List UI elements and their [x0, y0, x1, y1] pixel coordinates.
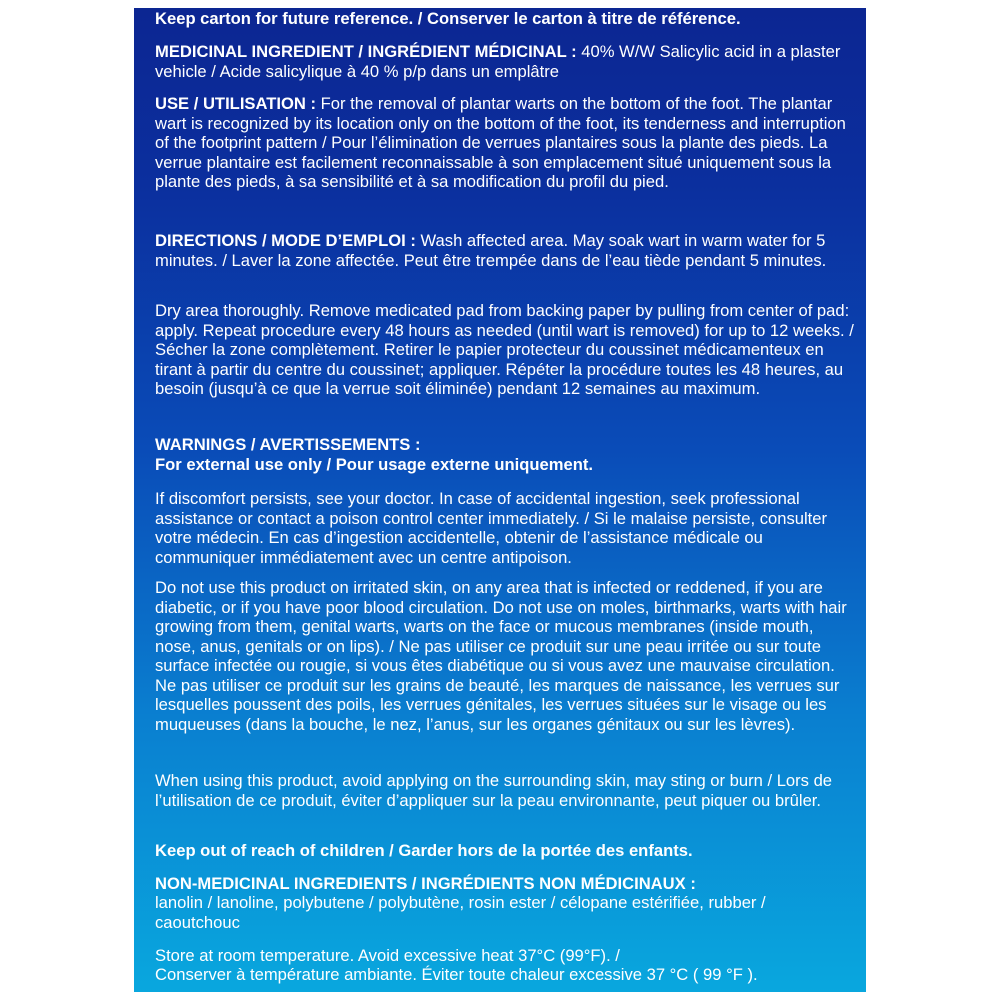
warnings-paragraph-2: Do not use this product on irritated skin, on any area that is infected or reddened, if you are diabetic, or if you have poor blood circulation. Do not use on moles, birthmarks, warts with hair growing from them, genital warts, warts on the face or mucous membranes (inside mouth, nose, anus, genitals or on lips). / Ne pas utiliser ce produit sur une peau irritée ou sur toute surface infectée ou rougie, si vous êtes diabétique ou si vous avez une mauvaise circulation. Ne pas utiliser ce produit sur les grains de beauté, les marques de naissance, les verrues sur lesquelles poussent des poils, les verrues génitales, les verrues situées sur le visage ou les muqueuses (dans la bouche, le nez, l’anus, sur les organes génitaux ou sur les lèvres). [155, 578, 847, 734]
storage-line-1: Store at room temperature. Avoid excessive heat 37°C (99°F). / [155, 946, 620, 965]
directions-text: Wash affected area. May soak wart in warm water for 5 minutes. / Laver la zone affectée. Peut être trempée dans de l’eau tiède pendant 5 minutes. [155, 231, 827, 270]
carton-notice: Keep carton for future reference. / Conserver le carton à titre de référence. [155, 9, 741, 28]
non-medicinal-heading: NON-MEDICINAL INGREDIENTS / INGRÉDIENTS NON MÉDICINAUX : [155, 874, 696, 893]
directions-paragraph-2: Dry area thoroughly. Remove medicated pad from backing paper by pulling from center of pad: apply. Repeat procedure every 48 hours as needed (until wart is removed) for up to 12 weeks. / Sécher la zone complètement. Retirer le papier protecteur du coussinet médicamenteux en tirant à partir du centre du coussinet; appliquer. Répéter la procédure toutes les 48 heures, au besoin (jusqu’à ce que la verrue soit éliminée) pendant 12 semaines au maximum. [155, 301, 854, 398]
external-use-notice: For external use only / Pour usage externe uniquement. [155, 455, 594, 474]
children-notice: Keep out of reach of children / Garder hors de la portée des enfants. [155, 841, 693, 860]
directions-heading: DIRECTIONS / MODE D’EMPLOI : [155, 231, 416, 250]
directions-paragraph [155, 231, 854, 270]
medicinal-ingredient-paragraph [155, 42, 854, 81]
medicinal-ingredient-heading: MEDICINAL INGREDIENT / INGRÉDIENT MÉDICINAL : [155, 42, 577, 61]
package-label-panel [134, 8, 866, 992]
use-text: For the removal of plantar warts on the bottom of the foot. The plantar wart is recognized by its location only on the bottom of the foot, its tenderness and interruption of the footprint pattern / Pour l’élimination de verrues plantaires sous la plante des pieds. La verrue plantaire est facilement reconnaissable à son emplacement situé uniquement sous la plante des pieds, à sa sensibilité et à sa modification du profil du pied. [155, 94, 846, 191]
storage-line-2: Conserver à température ambiante. Éviter toute chaleur excessive 37 °C ( 99 °F ). [155, 965, 758, 984]
use-paragraph [155, 94, 854, 192]
warnings-heading: WARNINGS / AVERTISSEMENTS : [155, 435, 421, 454]
warnings-paragraph-3: When using this product, avoid applying on the surrounding skin, may sting or burn / Lors de l’utilisation de ce produit, éviter d’appliquer sur la peau environnante, peut piquer ou brûler. [155, 771, 833, 810]
medicinal-ingredient-text: 40% W/W Salicylic acid in a plaster vehicle / Acide salicylique à 40 % p/p dans un emplâtre [155, 42, 841, 81]
non-medicinal-text: lanolin / lanoline, polybutene / polybutène, rosin ester / célopane estérifiée, rubber / caoutchouc [155, 893, 766, 932]
warnings-paragraph-1: If discomfort persists, see your doctor. In case of accidental ingestion, seek professional assistance or contact a poison control center immediately. / Si le malaise persiste, consulter votre médecin. En cas d’ingestion accidentelle, obtenir de l’assistance médicale ou communiquer immédiatement avec un centre antipoison. [155, 489, 828, 567]
use-heading: USE / UTILISATION : [155, 94, 317, 113]
